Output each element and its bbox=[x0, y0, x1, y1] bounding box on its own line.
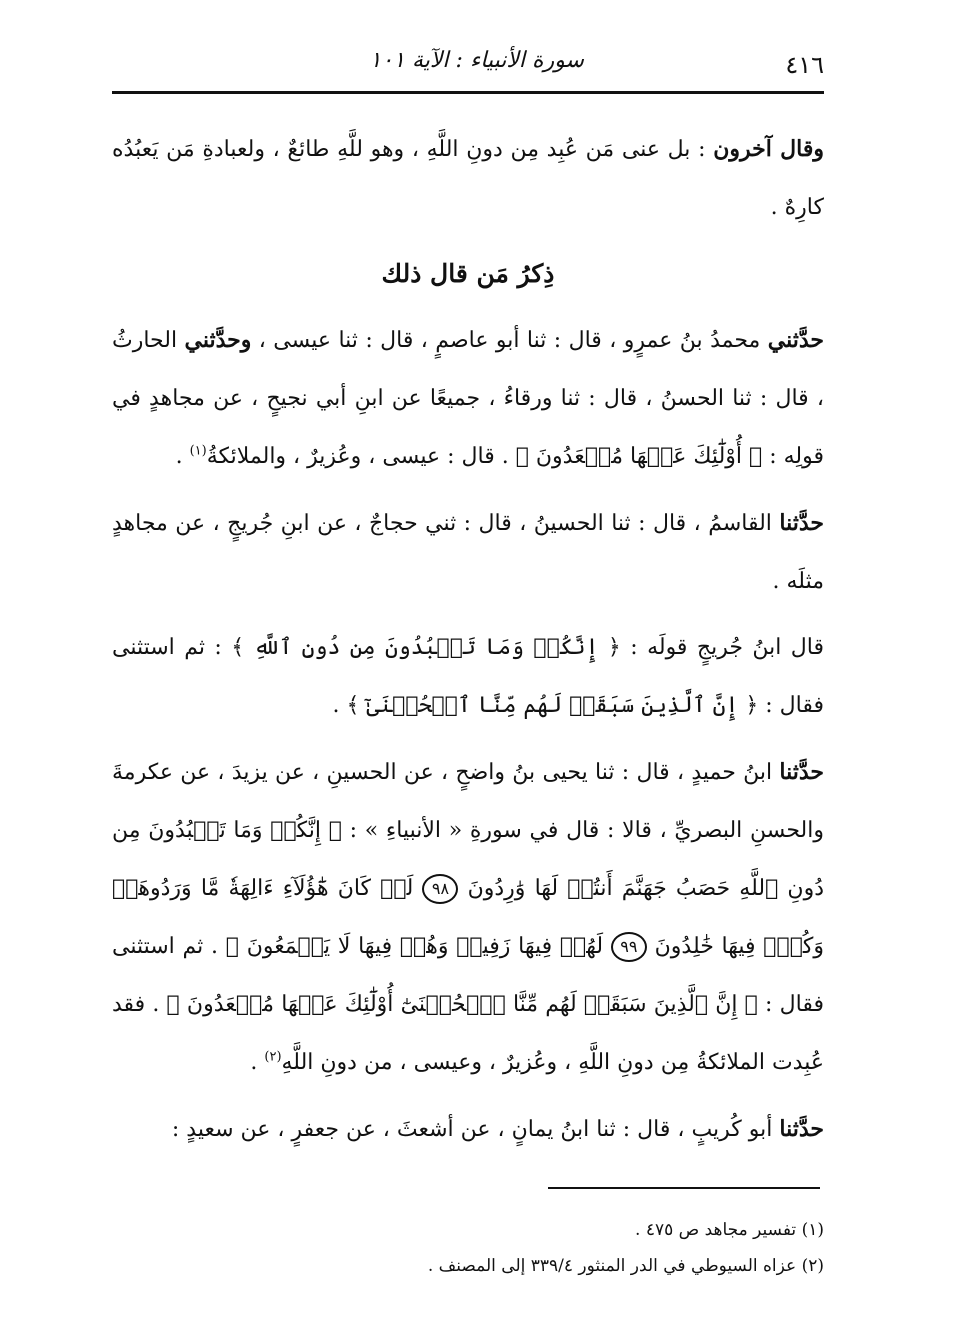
section-heading: ذِكرُ مَن قال ذلك bbox=[381, 259, 555, 288]
verse-number-marker: ٩٩ bbox=[611, 932, 647, 962]
paragraph-1 bbox=[112, 120, 824, 237]
footnotes bbox=[112, 1212, 824, 1284]
narration-lead: حدَّثنا bbox=[779, 1116, 824, 1142]
paragraph-text: أبو كُريبٍ ، قال : ثنا ابنُ يمانٍ ، عن أشعثَ ، عن جعفرٍ ، عن سعيدٍ : bbox=[171, 1117, 780, 1142]
footnote-item: (١) تفسير مجاهد ص ٤٧٥ . bbox=[635, 1220, 824, 1240]
paragraph-text: ابنُ حميدٍ ، قال : ثنا يحيى بنُ واضحٍ ، عن الحسينِ ، عن يزيدَ ، عن عكرمةَ والحسنِ البصريِّ ، قالا : قال في سورةِ « الأنبياءِ » : bbox=[112, 760, 824, 843]
page-header bbox=[112, 40, 824, 90]
paragraph-text: القاسمُ ، قال : ثنا الحسينُ ، قال : ثني حجاجٌ ، عن ابنِ جُريجٍ ، عن مجاهدٍ مثلَه . bbox=[112, 511, 824, 594]
header-rule bbox=[112, 91, 824, 94]
footnote-rule bbox=[548, 1187, 820, 1189]
main-text bbox=[112, 120, 824, 1167]
footnote-item: (٢) عزاه السيوطي في الدر المنثور ٣٣٩/٤ إلى المصنف . bbox=[427, 1256, 824, 1276]
footnote-reference: (١) bbox=[189, 443, 207, 459]
quran-quote: لَهُمۡ فِيهَا زَفِيرٞ وَهُمۡ فِيهَا لَا يَسۡمَعُونَ ﴾ bbox=[225, 934, 604, 959]
quran-quote: ﴿ إِنَّكُمۡ وَمَا تَعۡبُدُونَ مِن دُونِ ٱللَّهِ حَصَبُ جَهَنَّمَ أَنتُمۡ لَهَا وَٰرِدُونَ bbox=[112, 818, 824, 901]
paragraph-text: . ثم استثنى فقال : bbox=[112, 934, 824, 1017]
paragraph-text: قال ابنُ جُريجٍ قولَه : bbox=[620, 635, 824, 660]
paragraph-text: . فقد عُبِدت الملائكةُ مِن دونِ اللَّهِ ، وعُزيرٌ ، وعيسى ، من دونِ اللَّهِ bbox=[112, 992, 824, 1075]
page-number: ٤١٦ bbox=[785, 51, 824, 79]
paragraph-6 bbox=[112, 1100, 824, 1159]
paragraph-text: : بل عنى مَن عُبِد مِن دونِ اللَّهِ ، وهو للَّهِ طائعٌ ، ولعبادةِ مَن يَعبُدُه كارِهٌ . bbox=[112, 137, 824, 220]
quran-quote: ﴿ إِنَّكُمۡ وَمَا تَعۡبُدُونَ مِن دُونِ ٱللَّهِ ﴾ bbox=[231, 635, 621, 660]
narration-lead: حدَّثني bbox=[767, 327, 824, 353]
verse-number-marker: ٩٨ bbox=[422, 874, 458, 904]
paragraph-end: . bbox=[175, 444, 190, 469]
paragraph-text: الحارثُ ، قال : ثنا الحسنُ ، قال : ثنا ورقاءُ ، جميعًا عن ابنِ أبي نجيحٍ ، عن مجاهدٍ في قولِه : bbox=[112, 328, 824, 469]
paragraph-4 bbox=[112, 619, 824, 735]
speaker: وقال آخرون bbox=[713, 136, 824, 162]
quran-quote: ﴿ إِنَّ ٱلَّذِينَ سَبَقَتۡ لَهُم مِّنَّا ٱلۡحُسۡنَىٰٓ ﴾ bbox=[346, 693, 759, 718]
paragraph-3 bbox=[112, 494, 824, 611]
quran-quote: ﴿ إِنَّ ٱلَّذِينَ سَبَقَتۡ لَهُم مِّنَّا ٱلۡحُسۡنَىٰٓ أُوْلَٰٓئِكَ عَنۡهَا مُبۡعَدُونَ ﴾ bbox=[166, 992, 758, 1017]
narration-lead: حدَّثنا bbox=[779, 759, 824, 785]
paragraph-text: . قال : عيسى ، وعُزيرٌ ، والملائكةُ bbox=[206, 444, 516, 469]
narration-lead: حدَّثنا bbox=[779, 510, 824, 536]
paragraph-end: . bbox=[250, 1050, 265, 1075]
footnote-reference: (٢) bbox=[264, 1049, 282, 1065]
paragraph-text: : ثم استثنى فقال : bbox=[112, 635, 824, 718]
paragraph-end: . bbox=[332, 693, 347, 718]
paragraph-2 bbox=[112, 311, 824, 486]
quran-quote: لَوۡ كَانَ هَٰٓؤُلَآءِ ءَالِهَةٗ مَّا وَرَدُوهَاۖ وَكُلّٞ فِيهَا خَٰلِدُونَ bbox=[112, 876, 824, 959]
quran-quote: ﴿ أُوْلَٰٓئِكَ عَنۡهَا مُبۡعَدُونَ ﴾ bbox=[515, 444, 763, 469]
running-title: سورة الأنبياء : الآية ١٠١ bbox=[369, 48, 584, 73]
paragraph-5 bbox=[112, 743, 824, 1092]
narration-lead: وحدَّثني bbox=[184, 327, 252, 353]
paragraph-text: محمدُ بنُ عمرٍو ، قال : ثنا أبو عاصمٍ ، قال : ثنا عيسى ، bbox=[251, 328, 768, 353]
